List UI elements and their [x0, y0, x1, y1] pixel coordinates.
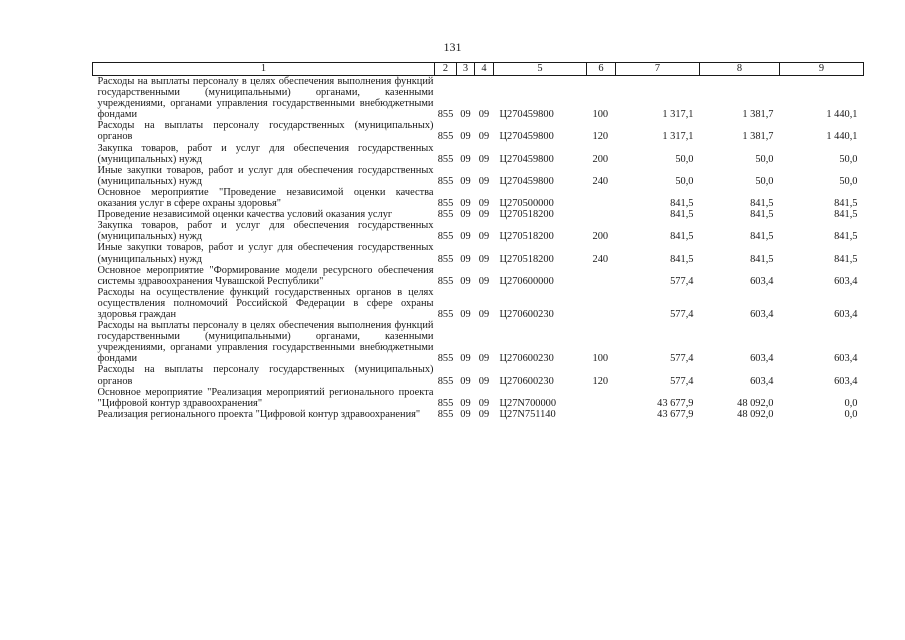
header-cell-section: 3	[457, 63, 475, 76]
row-year-1-cell: 577,4	[670, 375, 694, 387]
header-cell-subsection: 4	[475, 63, 494, 76]
row-name-cell: Основное мероприятие "Формирование модели ресурсного обеспечения системы здравоохранения Чувашской Республики"	[97, 264, 434, 287]
row-year-1-cell: 577,4	[670, 275, 694, 287]
header-row	[93, 63, 864, 76]
row-subsection-cell: 09	[478, 397, 490, 409]
table-row	[93, 76, 864, 121]
header-cell-name: 1	[93, 63, 435, 76]
row-section-cell: 09	[460, 308, 471, 320]
row-target-article-cell: Ц270500000	[499, 198, 554, 210]
row-target-article-cell: Ц270600230	[499, 308, 554, 320]
row-section-cell: 09	[460, 275, 471, 287]
row-year-2-cell: 841,5	[750, 253, 774, 265]
row-year-1-cell: 577,4	[670, 353, 694, 365]
row-year-2-cell: 50,0	[755, 153, 774, 165]
row-expense-group-cell: 240	[592, 253, 609, 265]
row-year-1-cell: 841,5	[670, 253, 694, 265]
header-cell-year-2: 8	[700, 63, 780, 76]
table-row	[93, 120, 864, 142]
header-cell-expense-group: 6	[587, 63, 616, 76]
row-section-cell: 09	[460, 209, 471, 221]
row-subsection-cell: 09	[478, 175, 490, 187]
row-year-2-cell: 48 092,0	[737, 408, 774, 420]
row-name-cell: Проведение независимой оценки качества условий оказания услуг	[97, 209, 393, 221]
row-grbs-cell: 855	[437, 153, 454, 165]
row-target-article-cell: Ц270459800	[499, 153, 554, 165]
row-target-article-cell: Ц270518200	[499, 231, 554, 243]
row-section-cell: 09	[460, 109, 471, 121]
table-row	[93, 220, 864, 242]
row-expense-group-cell: 200	[592, 153, 609, 165]
row-year-1-cell: 841,5	[670, 198, 694, 210]
header-cell-year-1: 7	[616, 63, 700, 76]
table-body	[93, 76, 864, 420]
row-section-cell: 09	[460, 231, 471, 243]
row-grbs-cell: 855	[437, 131, 454, 143]
row-year-1-cell: 1 317,1	[662, 131, 694, 143]
row-name-cell: Основное мероприятие "Проведение независимой оценки качества оказания услуг в сфере охраны здоровья"	[97, 186, 434, 210]
row-expense-group-cell	[587, 187, 616, 209]
row-subsection-cell: 09	[478, 308, 490, 320]
row-grbs-cell: 855	[437, 198, 454, 210]
row-section-cell: 09	[460, 175, 471, 187]
row-year-2-cell: 50,0	[755, 175, 774, 187]
row-year-1-cell: 50,0	[675, 175, 694, 187]
row-year-1-cell: 43 677,9	[657, 408, 694, 420]
row-name-cell: Закупка товаров, работ и услуг для обеспечения государственных (муниципальных) нужд	[97, 220, 434, 243]
row-year-3-cell: 50,0	[839, 153, 858, 165]
row-year-3-cell: 603,4	[834, 353, 858, 365]
row-year-1-cell: 1 317,1	[662, 109, 694, 121]
row-year-3-cell: 50,0	[839, 175, 858, 187]
row-expense-group-cell	[587, 209, 616, 220]
row-target-article-cell: Ц27N751140	[499, 408, 556, 420]
header-cell-year-3: 9	[780, 63, 864, 76]
row-name-cell: Расходы на осуществление функций государственных органов в целях осуществления полномочий Российской Федерации в сфере охраны здоровья граждан	[97, 286, 434, 320]
row-year-1-cell: 43 677,9	[657, 397, 694, 409]
row-section-cell: 09	[460, 153, 471, 165]
row-year-3-cell: 841,5	[834, 198, 858, 210]
row-year-2-cell: 603,4	[750, 375, 774, 387]
row-subsection-cell: 09	[478, 253, 490, 265]
row-subsection-cell: 09	[478, 375, 490, 387]
row-subsection-cell: 09	[478, 275, 490, 287]
row-name-cell: Иные закупки товаров, работ и услуг для обеспечения государственных (муниципальных) нужд	[97, 164, 434, 187]
budget-table	[92, 62, 864, 420]
table-row	[93, 242, 864, 264]
row-subsection-cell: 09	[478, 353, 490, 365]
row-expense-group-cell: 240	[592, 175, 609, 187]
table-row	[93, 265, 864, 287]
header-cell-grbs: 2	[435, 63, 457, 76]
row-name-cell: Закупка товаров, работ и услуг для обеспечения государственных (муниципальных) нужд	[97, 142, 434, 165]
row-year-3-cell: 0,0	[844, 408, 858, 420]
row-section-cell: 09	[460, 253, 471, 265]
row-grbs-cell: 855	[437, 375, 454, 387]
row-expense-group-cell	[587, 387, 616, 409]
row-year-2-cell: 841,5	[750, 231, 774, 243]
row-grbs-cell: 855	[437, 175, 454, 187]
row-name-cell: Реализация регионального проекта "Цифровой контур здравоохранения"	[97, 408, 421, 420]
row-subsection-cell: 09	[478, 198, 490, 210]
row-expense-group-cell: 120	[592, 375, 609, 387]
row-year-1-cell: 577,4	[670, 308, 694, 320]
table-row	[93, 143, 864, 165]
row-grbs-cell: 855	[437, 231, 454, 243]
row-year-3-cell: 841,5	[834, 253, 858, 265]
row-subsection-cell: 09	[478, 153, 490, 165]
table-header	[93, 63, 864, 76]
row-subsection-cell: 09	[478, 131, 490, 143]
row-grbs-cell: 855	[437, 408, 454, 420]
row-year-2-cell: 1 381,7	[742, 109, 774, 121]
row-year-2-cell: 603,4	[750, 275, 774, 287]
row-year-3-cell: 1 440,1	[826, 109, 858, 121]
row-name-cell: Расходы на выплаты персоналу государственных (муниципальных) органов	[97, 364, 434, 387]
row-expense-group-cell: 120	[592, 131, 609, 143]
row-target-article-cell: Ц270459800	[499, 109, 554, 121]
row-year-3-cell: 1 440,1	[826, 131, 858, 143]
row-year-3-cell: 603,4	[834, 275, 858, 287]
row-subsection-cell: 09	[478, 408, 490, 420]
row-year-2-cell: 603,4	[750, 353, 774, 365]
row-grbs-cell: 855	[437, 109, 454, 121]
row-section-cell: 09	[460, 131, 471, 143]
table-row	[93, 364, 864, 386]
row-expense-group-cell	[587, 287, 616, 320]
row-name-cell: Расходы на выплаты персоналу государственных (муниципальных) органов	[97, 120, 434, 143]
table-row	[93, 187, 864, 209]
row-name-cell: Расходы на выплаты персоналу в целях обеспечения выполнения функций государственными (муниципальными) органами, казенными учреждениями, органами управления государственными внебюджетными фондами	[97, 76, 434, 121]
row-year-2-cell: 1 381,7	[742, 131, 774, 143]
row-section-cell: 09	[460, 198, 471, 210]
row-target-article-cell: Ц270518200	[499, 253, 554, 265]
row-grbs-cell: 855	[437, 275, 454, 287]
page-number: 131	[443, 40, 462, 54]
row-year-3-cell: 603,4	[834, 375, 858, 387]
row-year-3-cell: 0,0	[844, 397, 858, 409]
table-row	[93, 320, 864, 364]
row-target-article-cell: Ц270600230	[499, 375, 554, 387]
row-name-cell: Иные закупки товаров, работ и услуг для обеспечения государственных (муниципальных) нужд	[97, 242, 434, 265]
row-target-article-cell: Ц270600000	[499, 275, 554, 287]
row-target-article-cell: Ц270600230	[499, 353, 554, 365]
row-target-article-cell: Ц270518200	[499, 209, 554, 221]
row-grbs-cell: 855	[437, 397, 454, 409]
row-year-3-cell: 841,5	[834, 209, 858, 221]
row-expense-group-cell: 100	[592, 353, 609, 365]
row-expense-group-cell	[587, 409, 616, 420]
row-target-article-cell: Ц27N700000	[499, 397, 557, 409]
row-year-2-cell: 841,5	[750, 198, 774, 210]
row-year-3-cell: 841,5	[834, 231, 858, 243]
row-section-cell: 09	[460, 408, 471, 420]
row-grbs-cell: 855	[437, 209, 454, 221]
row-expense-group-cell: 100	[592, 109, 609, 121]
table-row	[93, 287, 864, 320]
row-grbs-cell: 855	[437, 353, 454, 365]
row-section-cell: 09	[460, 353, 471, 365]
row-year-1-cell: 50,0	[675, 153, 694, 165]
header-cell-target-article: 5	[494, 63, 587, 76]
table-row	[93, 387, 864, 409]
row-year-3-cell: 603,4	[834, 308, 858, 320]
row-year-2-cell: 48 092,0	[737, 397, 774, 409]
row-target-article-cell: Ц270459800	[499, 175, 554, 187]
table-row	[93, 165, 864, 187]
row-year-1-cell: 841,5	[670, 231, 694, 243]
row-section-cell: 09	[460, 375, 471, 387]
table-row	[93, 209, 864, 220]
row-year-1-cell: 841,5	[670, 209, 694, 221]
row-grbs-cell: 855	[437, 253, 454, 265]
row-expense-group-cell	[587, 265, 616, 287]
row-year-2-cell: 841,5	[750, 209, 774, 221]
row-subsection-cell: 09	[478, 109, 490, 121]
row-year-2-cell: 603,4	[750, 308, 774, 320]
row-subsection-cell: 09	[478, 231, 490, 243]
row-subsection-cell: 09	[478, 209, 490, 221]
row-section-cell: 09	[460, 397, 471, 409]
table-row	[93, 409, 864, 420]
row-expense-group-cell: 200	[592, 231, 609, 243]
row-target-article-cell: Ц270459800	[499, 131, 554, 143]
row-name-cell: Основное мероприятие "Реализация мероприятий регионального проекта "Цифровой контур здравоохранения"	[97, 386, 434, 409]
row-name-cell: Расходы на выплаты персоналу в целях обеспечения выполнения функций государственными (муниципальными) органами, казенными учреждениями, органами управления государственными внебюджетными фондами	[97, 320, 434, 365]
row-grbs-cell: 855	[437, 308, 454, 320]
